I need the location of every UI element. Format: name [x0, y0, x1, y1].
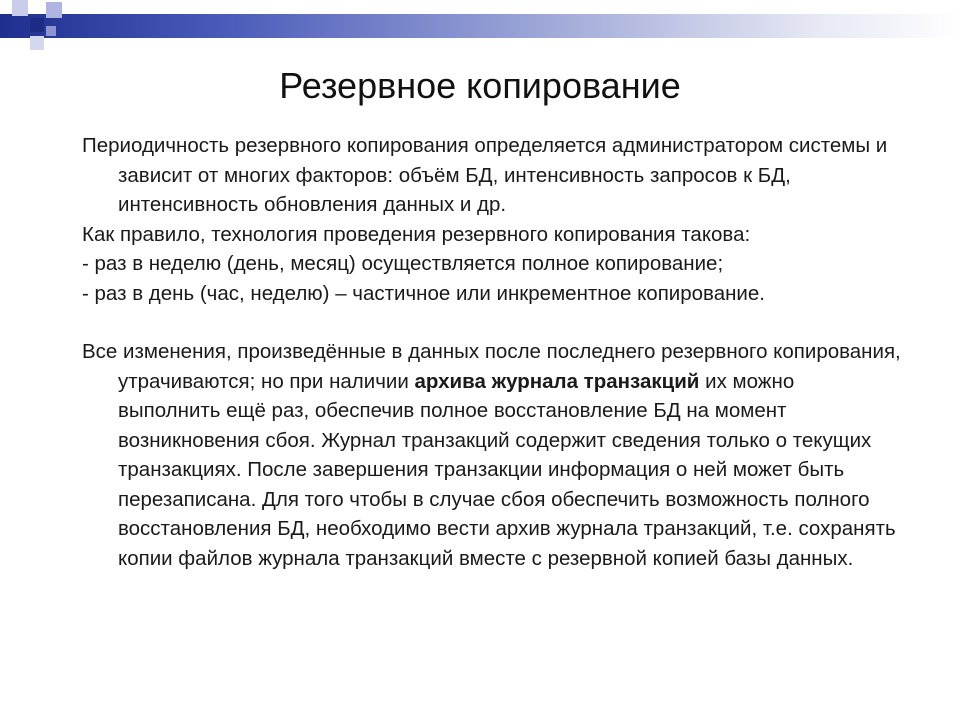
paragraph-periodicity: Периодичность резервного копирования определяется администратором системы и зависит от многих факторов: объём БД, интенсивность запросов к БД, интенсивность обновления данных и др.	[82, 134, 888, 216]
paragraph-text-part2: их можно выполнить ещё раз, обеспечив полное восстановление БД на момент возникновения сбоя. Журнал транзакций содержит сведения только о текущих транзакциях. После завершения транзакции информация о ней может быть перезаписана. Для того чтобы в случае сбоя обеспечить возможность полного восстановления БД, необходимо вести архив журнала транзакций, т.е. сохранять копии файлов журнала транзакций вместе с резервной копией базы данных.	[118, 369, 896, 570]
decor-square	[30, 36, 44, 50]
spacer	[82, 308, 902, 337]
slide-body	[82, 131, 902, 573]
bullet-daily: - раз в день (час, неделю) – частичное или инкрементное копирование.	[82, 281, 765, 305]
bullet-weekly: - раз в неделю (день, месяц) осуществляется полное копирование;	[82, 252, 724, 275]
slide-title: Резервное копирование	[279, 65, 681, 106]
decor-square	[12, 0, 28, 16]
paragraph-text-part1: Все изменения, произведённые в данных после последнего резервного копирования, утрачиваются; но при наличии	[82, 340, 901, 393]
paragraph-technology: Как правило, технология проведения резервного копирования такова:	[82, 222, 751, 246]
decor-square	[30, 18, 44, 32]
decor-square	[46, 2, 62, 18]
paragraph-transaction-log	[82, 337, 902, 573]
gradient-bar	[0, 14, 960, 38]
decor-square	[46, 26, 56, 36]
bold-term-log-archive: архива журнала транзакций	[414, 369, 700, 393]
